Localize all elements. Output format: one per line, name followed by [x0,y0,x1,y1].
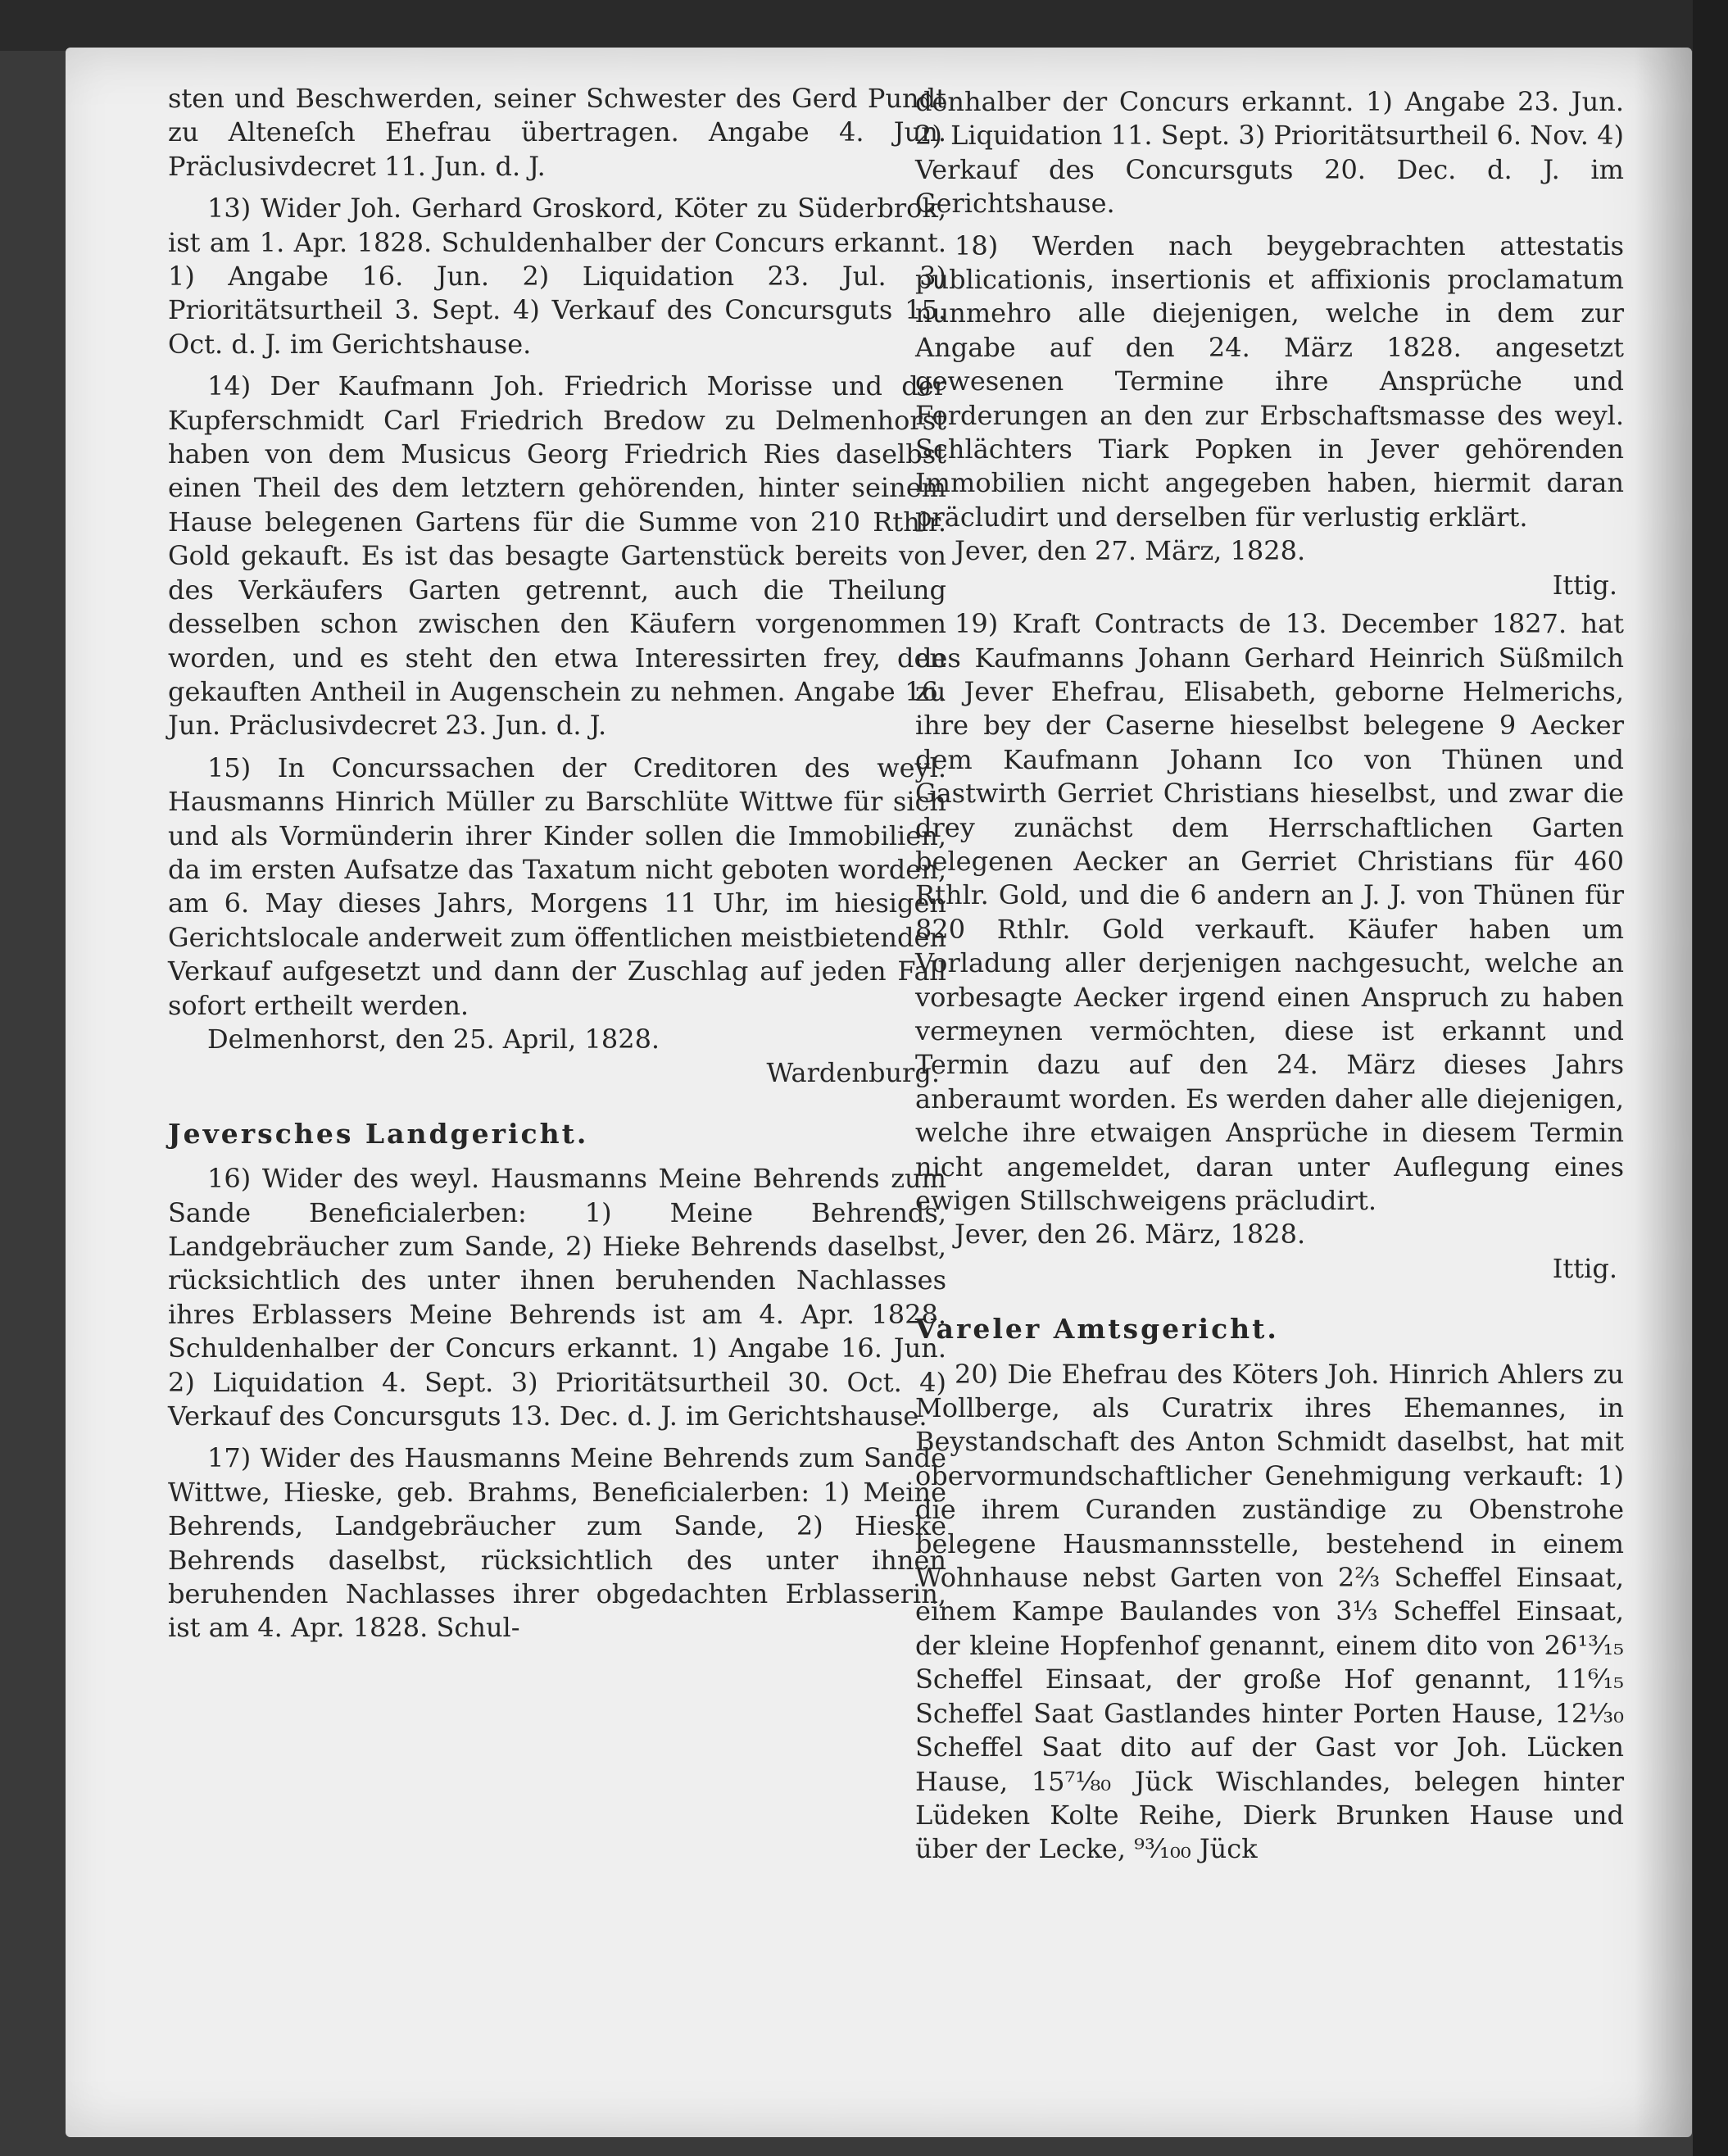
notice-18-place-date: Jever, den 27. März, 1828. [955,535,1306,567]
section-heading-varel-amtsgericht: Vareler Amtsgericht. [915,1313,1279,1346]
scan-background-right [1693,0,1728,2156]
notice-13: 13) Wider Joh. Gerhard Groskord, Köter zu Süderbrok, ist am 1. Apr. 1828. Schuldenhalber der Concurs erkannt. 1) Angabe 16. Jun. 2) Liquidation 23. Jul. 3) Prioritätsurtheil 3. Sept. 4) Verkauf des Concursguts 15. Oct. d. J. im Gerichtshause. [168,193,946,360]
notice-19-place-date: Jever, den 26. März, 1828. [955,1219,1306,1250]
scan-background-top [0,0,1728,51]
notice-19-signature: Ittig. [1552,1252,1617,1284]
page-curl-shadow [1635,48,1692,2137]
notice-16: 16) Wider des weyl. Hausmanns Meine Behrends zum Sande Beneficialerben: 1) Meine Behrends, Landgebräucher zum Sande, 2) Hieke Behrends daselbst, rücksichtlich des unter ihnen beruhenden Nachlasses ihres Erblassers Meine Behrends ist am 4. Apr. 1828. Schuldenhalber der Concurs erkannt. 1) Angabe 16. Jun. 2) Liquidation 4. Sept. 3) Prioritätsurtheil 30. Oct. 4) Verkauf des Concursguts 13. Dec. d. J. im Gerichtshause. [168,1163,946,1432]
section-heading-jever-landgericht: Jeversches Landgericht. [168,1117,589,1150]
notice-18-signature: Ittig. [1552,569,1617,601]
left-column [168,82,946,1654]
notice-12-continuation: sten und Beschwerden, seiner Schwester des Gerd Pundt zu Alteneſch Ehefrau übertragen. Angabe 4. Jun. Präclusivdecret 11. Jun. d. J. [168,83,946,182]
notice-19: 19) Kraft Contracts de 13. December 1827. hat des Kaufmanns Johann Gerhard Heinrich Süßmilch zu Jever Ehefrau, Elisabeth, geborne Helmerichs, ihre bey der Caserne hieselbst belegene 9 Aecker dem Kaufmann Johann Ico von Thünen und Gastwirth Gerriet Christians hieselbst, und zwar die drey zunächst dem Herrschaftlichen Garten belegenen Aecker an Gerriet Christians für 460 Rthlr. Gold, und die 6 andern an J. J. von Thünen für 820 Rthlr. Gold verkauft. Käufer haben um Vorladung aller derjenigen nachgesucht, welche an vorbesagte Aecker irgend einen Anspruch zu haben vermeynen vermöchten, diese ist erkannt und Termin dazu auf den 24. März dieses Jahrs anberaumt worden. Es werden daher alle diejenigen, welche ihre etwaigen Ansprüche in diesem Termin nicht angemeldet, daran unter Auflegung eines ewigen Stillschweigens präcludirt. [915,608,1624,1216]
right-column [915,85,1624,1875]
notice-18: 18) Werden nach beygebrachten attestatis publicationis, insertionis et affixionis proclamatum nunmehro alle diejenigen, welche in dem zur Angabe auf den 24. März 1828. angesetzt gewesenen Termine ihre Ansprüche und Forderungen an den zur Erbschaftsmasse des weyl. Schlächters Tiark Popken in Jever gehörenden Immobilien nicht angegeben haben, hiermit daran präcludirt und derselben für verlustig erklärt. [915,229,1624,533]
notice-17-continuation: denhalber der Concurs erkannt. 1) Angabe 23. Jun. 2) Liquidation 11. Sept. 3) Prioritätsurtheil 6. Nov. 4) Verkauf des Concursguts 20. Dec. d. J. im Gerichtshause. [915,86,1624,220]
notice-14: 14) Der Kaufmann Joh. Friedrich Morisse und der Kupferschmidt Carl Friedrich Bredow zu Delmenhorst haben von dem Musicus Georg Friedrich Ries daselbst einen Theil des dem letztern gehörenden, hinter seinem Hause belegenen Gartens für die Summe von 210 Rthlr. Gold gekauft. Es ist das besagte Gartenstück bereits von des Verkäufers Garten getrennt, auch die Theilung desselben schon zwischen den Käufern vorgenommen worden, und es steht den etwa Interessirten frey, den gekauften Antheil in Augenschein zu nehmen. Angabe 16. Jun. Präclusivdecret 23. Jun. d. J. [168,370,946,742]
notice-20: 20) Die Ehefrau des Köters Joh. Hinrich Ahlers zu Mollberge, als Curatrix ihres Ehemannes, in Beystandschaft des Anton Schmidt daselbst, hat mit obervormundschaftlicher Genehmigung verkauft: 1) die ihrem Curanden zuständige zu Obenstrohe belegene Hausmannsstelle, bestehend in einem Wohnhause nebst Garten von 2⅔ Scheffel Einsaat, einem Kampe Baulandes von 3⅓ Scheffel Einsaat, der kleine Hopfenhof genannt, einem dito von 26¹³⁄₁₅ Scheffel Einsaat, der große Hof genannt, 11⁶⁄₁₅ Scheffel Saat Gastlandes hinter Porten Hause, 12¹⁄₃₀ Scheffel Saat dito auf der Gast vor Joh. Lücken Hause, 15⁷¹⁄₈₀ Jück Wischlandes, belegen hinter Lüdeken Kolte Reihe, Dierk Brunken Hause und über der Lecke, ⁹³⁄₁₀₀ Jück [915,1358,1624,1865]
notice-15-signature: Wardenburg. [766,1057,940,1089]
notice-17: 17) Wider des Hausmanns Meine Behrends zum Sande Wittwe, Hieske, geb. Brahms, Beneficialerben: 1) Meine Behrends, Landgebräucher zum Sande, 2) Hieske Behrends daselbst, rücksichtlich des unter ihnen beruhenden Nachlasses ihrer obgedachten Erblasserin, ist am 4. Apr. 1828. Schul- [168,1442,946,1644]
notice-15-place-date: Delmenhorst, den 25. April, 1828. [207,1023,660,1055]
notice-15: 15) In Concurssachen der Creditoren des weyl. Hausmanns Hinrich Müller zu Barschlüte Wittwe für sich und als Vormünderin ihrer Kinder sollen die Immobilien, da im ersten Aufsatze das Taxatum nicht geboten worden, am 6. May dieses Jahrs, Morgens 11 Uhr, im hiesigen Gerichtslocale anderweit zum öffentlichen meistbietenden Verkauf aufgesetzt und dann der Zuschlag auf jeden Fall sofort ertheilt werden. [168,751,946,1021]
